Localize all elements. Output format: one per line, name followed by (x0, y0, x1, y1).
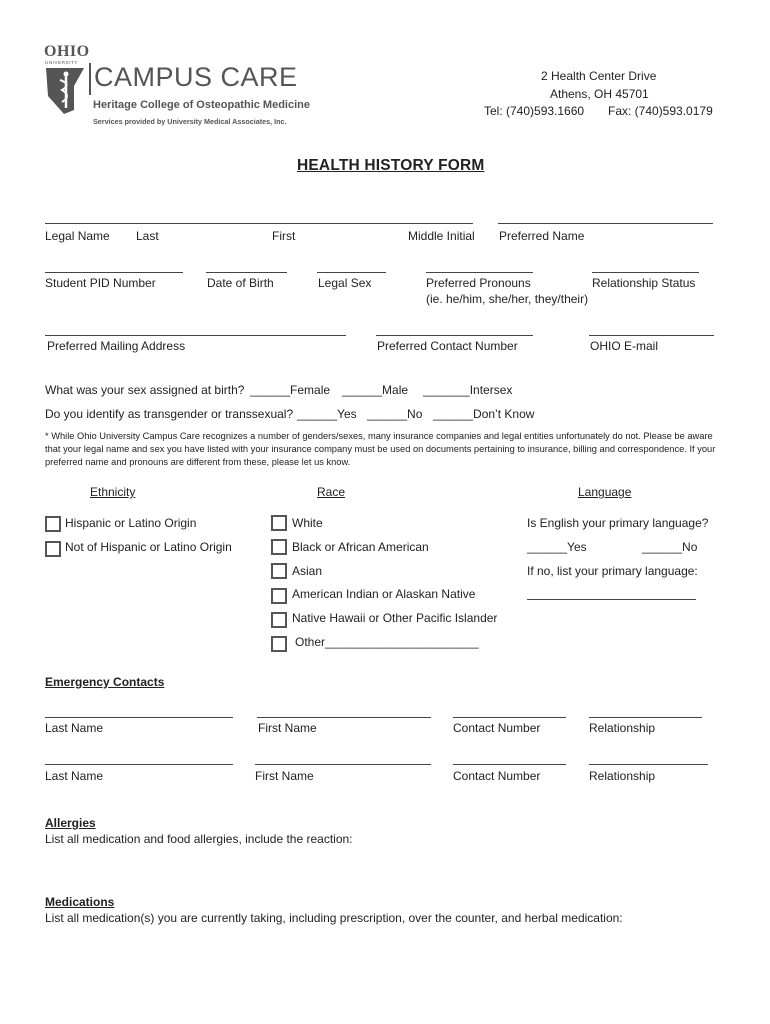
pronouns-label: Preferred Pronouns (426, 276, 531, 290)
first-name-label: First (272, 229, 296, 243)
race-other-label: Other_______________________ (295, 635, 479, 649)
race-black-checkbox[interactable] (271, 539, 287, 555)
ec2-last-name-line[interactable] (45, 764, 233, 765)
ec1-relationship-label: Relationship (589, 721, 656, 735)
ec1-first-name-line[interactable] (257, 717, 431, 718)
ethnicity-hispanic-checkbox[interactable] (45, 516, 61, 532)
race-header: Race (317, 485, 346, 499)
logo-services: Services provided by University Medical Associates, Inc. (93, 117, 287, 126)
trans-dont-know-option[interactable]: ______Don’t Know (433, 407, 535, 421)
race-asian-checkbox[interactable] (271, 563, 287, 579)
medications-header: Medications (45, 895, 115, 909)
ec2-last-name-label: Last Name (45, 769, 104, 783)
ec1-relationship-line[interactable] (589, 717, 702, 718)
ethnicity-not-hispanic-label: Not of Hispanic or Latino Origin (65, 540, 232, 554)
language-header: Language (578, 485, 632, 499)
ethnicity-not-hispanic-checkbox[interactable] (45, 541, 61, 557)
language-yes-option[interactable]: ______Yes (527, 540, 587, 554)
legal-sex-label: Legal Sex (318, 276, 372, 290)
race-white-checkbox[interactable] (271, 515, 287, 531)
ec1-last-name-label: Last Name (45, 721, 104, 735)
logo-ohio: OHIO (44, 43, 90, 60)
ec2-contact-line[interactable] (453, 764, 566, 765)
disclaimer-note: * While Ohio University Campus Care recognizes a number of genders/sexes, many insurance companies and legal entities unfortunately do not. Please be aware that your legal name and sex you have listed with your insurance company must be used on documents pertaining to insurance, billing and correspondence. If your preferred name and pronouns are different from these, please let us know. (45, 431, 716, 467)
allergies-prompt: List all medication and food allergies, include the reaction: (45, 832, 353, 846)
trans-no-option[interactable]: ______No (367, 407, 423, 421)
pid-label: Student PID Number (45, 276, 156, 290)
ec1-first-name-label: First Name (258, 721, 317, 735)
address-street: 2 Health Center Drive (541, 69, 657, 83)
preferred-name-label: Preferred Name (499, 229, 585, 243)
language-question: Is English your primary language? (527, 516, 709, 530)
email-label: OHIO E-mail (590, 339, 659, 353)
language-no-option[interactable]: ______No (642, 540, 698, 554)
ec1-contact-line[interactable] (453, 717, 566, 718)
dob-line[interactable] (206, 272, 287, 273)
race-white-label: White (292, 516, 323, 530)
address-city: Athens, OH 45701 (550, 87, 649, 101)
mailing-address-label: Preferred Mailing Address (47, 339, 186, 353)
race-american-indian-label: American Indian or Alaskan Native (292, 587, 476, 601)
last-name-label: Last (136, 229, 159, 243)
ethnicity-header: Ethnicity (90, 485, 136, 499)
ec2-first-name-line[interactable] (255, 764, 431, 765)
race-asian-label: Asian (292, 564, 323, 578)
email-line[interactable] (589, 335, 714, 336)
ec1-contact-label: Contact Number (453, 721, 541, 735)
medications-prompt: List all medication(s) you are currently taking, including prescription, over the counter, and herbal medication: (45, 911, 623, 925)
contact-number-line[interactable] (376, 335, 533, 336)
ec2-relationship-label: Relationship (589, 769, 656, 783)
allergies-header: Allergies (45, 816, 96, 830)
pronouns-line[interactable] (426, 272, 533, 273)
logo-campus-care: CAMPUS CARE (94, 62, 298, 92)
legal-name-label: Legal Name (45, 229, 110, 243)
primary-language-line[interactable] (527, 599, 696, 600)
ethnicity-hispanic-label: Hispanic or Latino Origin (65, 516, 197, 530)
race-pacific-islander-checkbox[interactable] (271, 612, 287, 628)
middle-initial-label: Middle Initial (408, 229, 475, 243)
ec2-relationship-line[interactable] (589, 764, 708, 765)
mailing-address-line[interactable] (45, 335, 346, 336)
sex-male-option[interactable]: ______Male (342, 383, 409, 397)
race-pacific-islander-label: Native Hawaii or Other Pacific Islander (292, 611, 498, 625)
dob-label: Date of Birth (207, 276, 274, 290)
sex-intersex-option[interactable]: _______Intersex (423, 383, 513, 397)
sex-female-option[interactable]: ______Female (250, 383, 331, 397)
logo-college: Heritage College of Osteopathic Medicine (93, 99, 310, 111)
pronouns-hint: (ie. he/him, she/her, they/their) (426, 292, 589, 306)
logo-university: UNIVERSITY (45, 60, 79, 65)
ec2-contact-label: Contact Number (453, 769, 541, 783)
legal-name-line[interactable] (45, 223, 473, 224)
pid-line[interactable] (45, 272, 183, 273)
sex-assigned-question: What was your sex assigned at birth? (45, 383, 245, 397)
legal-sex-line[interactable] (317, 272, 386, 273)
trans-yes-option[interactable]: ______Yes (297, 407, 357, 421)
relationship-status-label: Relationship Status (592, 276, 696, 290)
shield-caduceus-icon (44, 66, 90, 116)
address-tel: Tel: (740)593.1660 (484, 104, 585, 118)
ec2-first-name-label: First Name (255, 769, 314, 783)
page-title: HEALTH HISTORY FORM (297, 157, 485, 174)
address-fax: Fax: (740)593.0179 (608, 104, 713, 118)
relationship-status-line[interactable] (592, 272, 699, 273)
contact-number-label: Preferred Contact Number (377, 339, 518, 353)
emergency-contacts-header: Emergency Contacts (45, 675, 165, 689)
language-if-no-label: If no, list your primary language: (527, 564, 698, 578)
preferred-name-line[interactable] (498, 223, 713, 224)
transgender-question: Do you identify as transgender or transsexual? (45, 407, 294, 421)
logo-divider (89, 63, 91, 95)
race-american-indian-checkbox[interactable] (271, 588, 287, 604)
race-other-checkbox[interactable] (271, 636, 287, 652)
race-black-label: Black or African American (292, 540, 429, 554)
ec1-last-name-line[interactable] (45, 717, 233, 718)
